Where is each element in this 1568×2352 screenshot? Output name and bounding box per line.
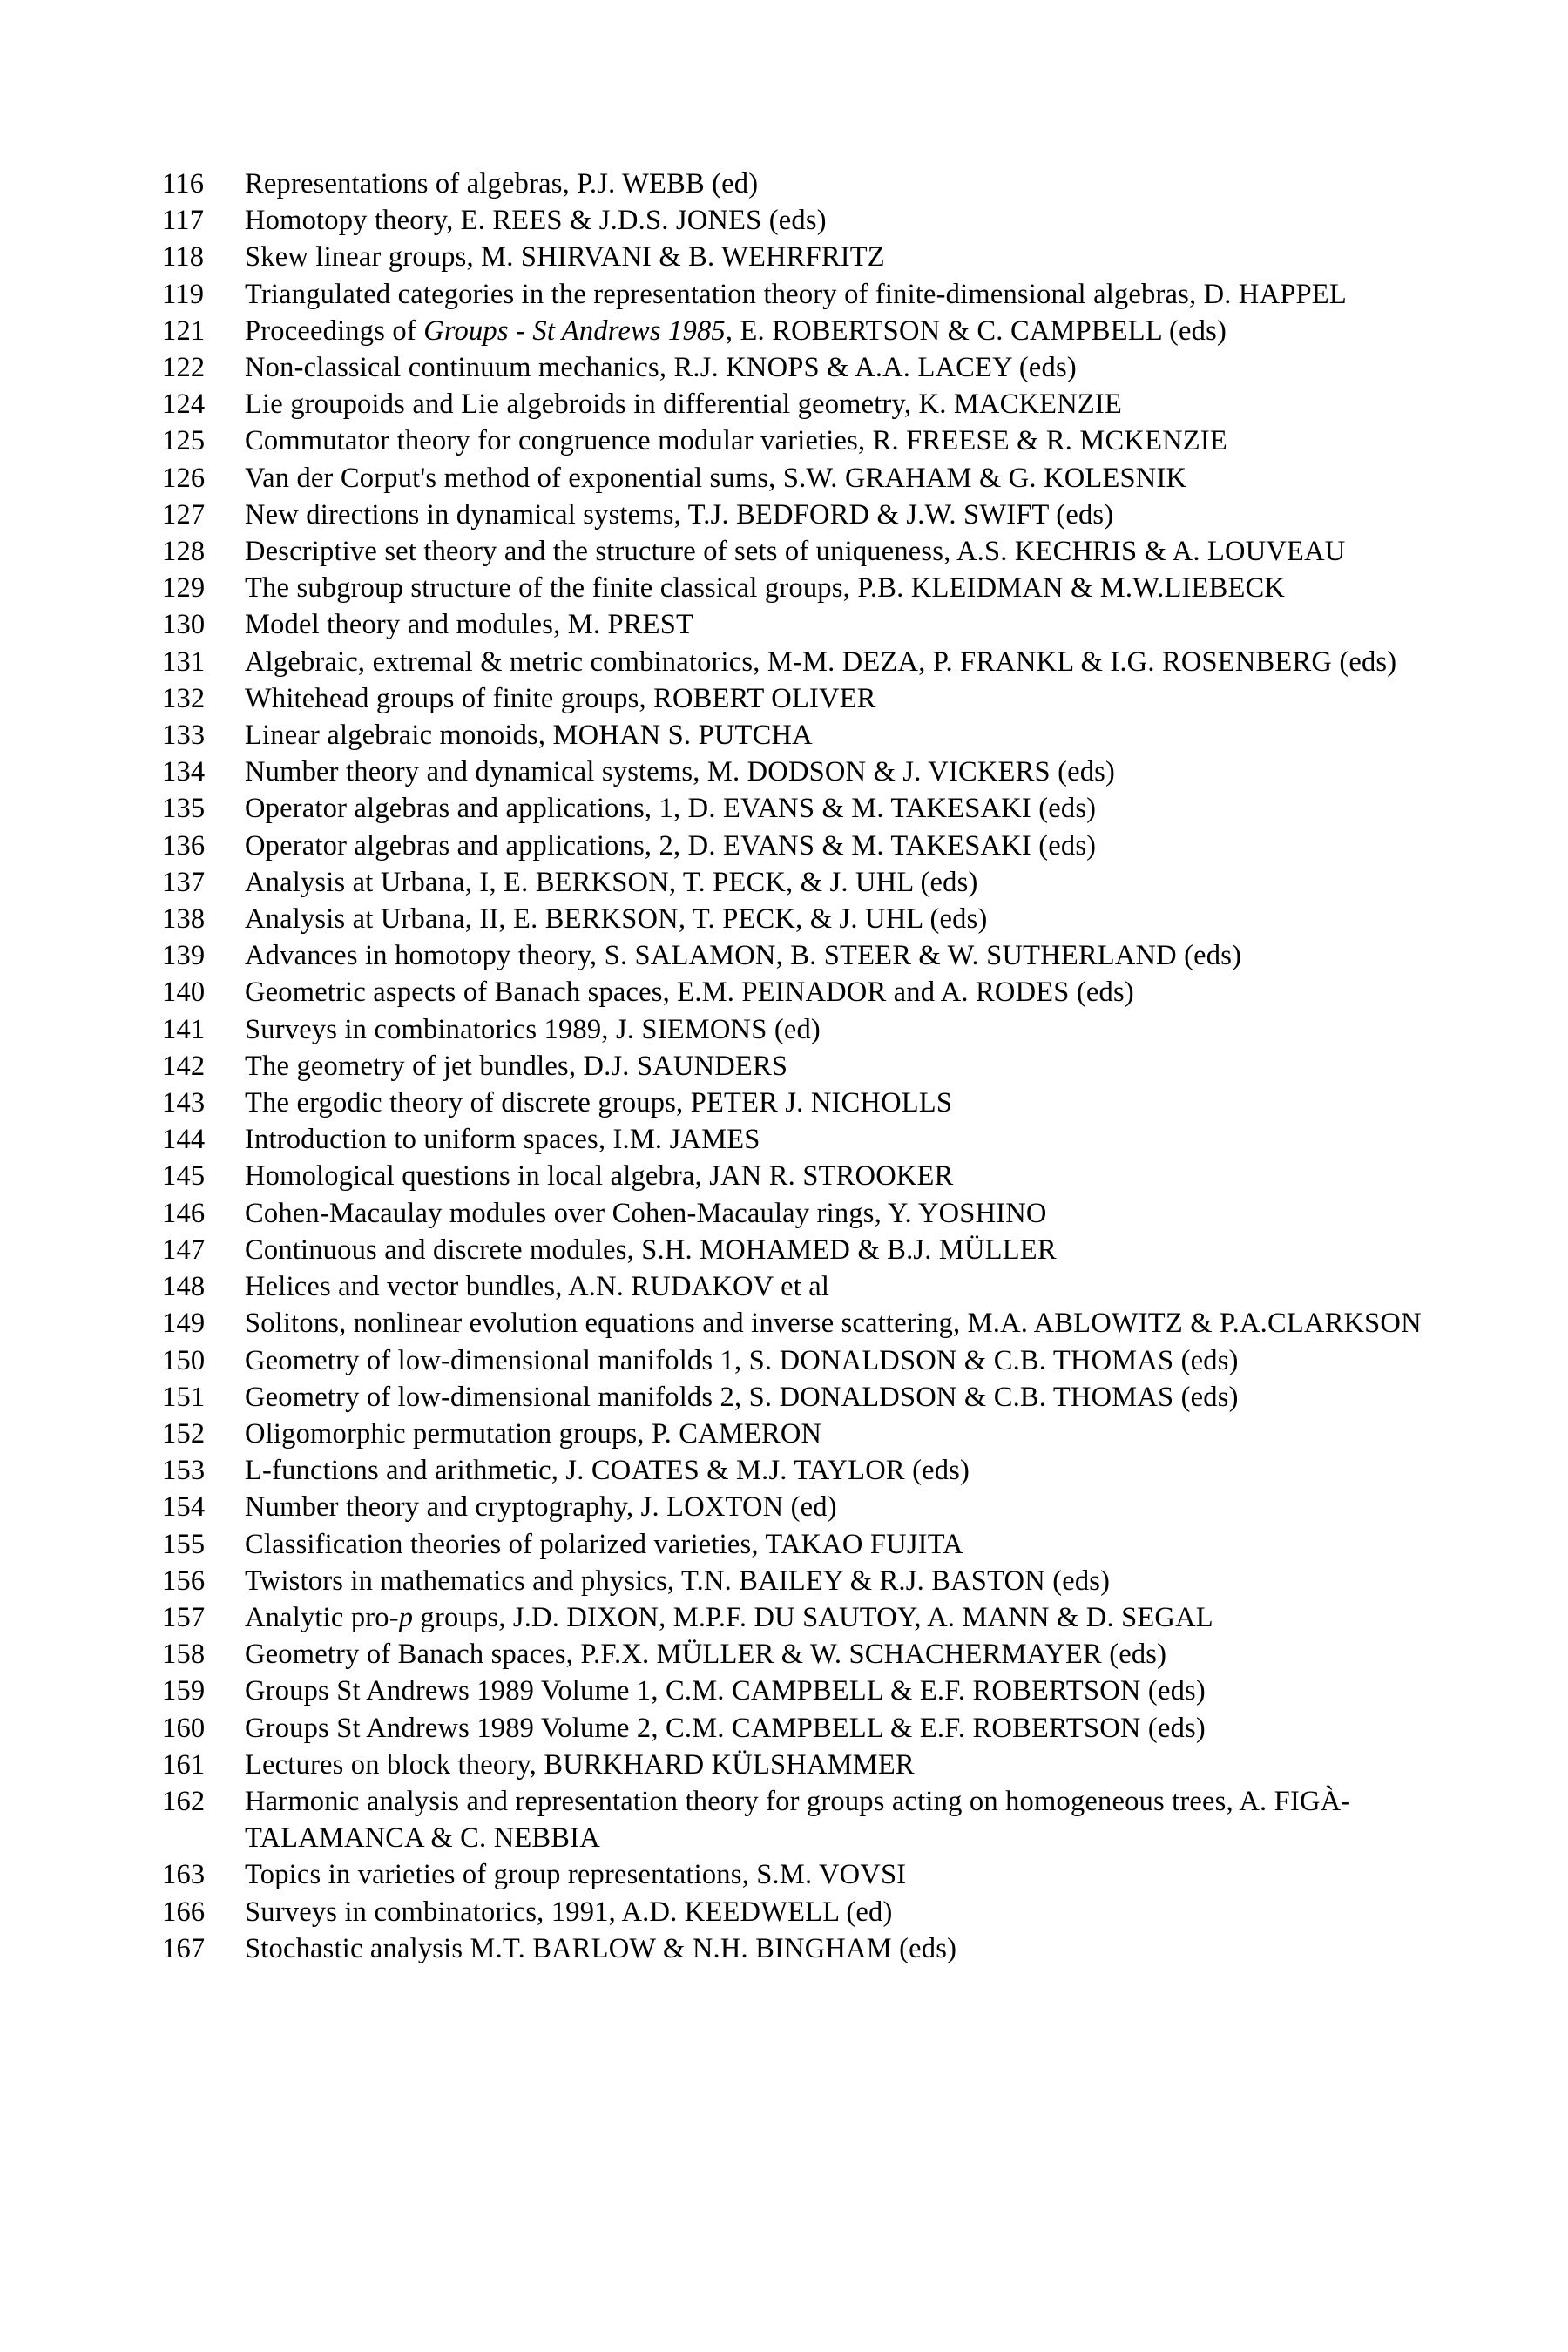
- entry-text: [245, 1048, 1425, 1085]
- entry-number: 116: [162, 168, 205, 199]
- entry-text: [245, 606, 1425, 643]
- entry-text-run: Lie groupoids and Lie algebroids in differential geometry, K. MACKENZIE: [245, 389, 1123, 421]
- entry-text: [245, 1856, 1425, 1893]
- entry-number: 156: [162, 1565, 206, 1597]
- entry-text-italic: p: [398, 1601, 414, 1633]
- entry-text-run: Helices and vector bundles, A.N. RUDAKOV et al: [245, 1271, 830, 1303]
- entry-text: [245, 276, 1425, 313]
- entry-text-run: Advances in homotopy theory, S. SALAMON, B. STEER & W. SUTHERLAND (eds): [245, 940, 1242, 972]
- entry-text-run: Analytic pro-: [245, 1601, 399, 1633]
- entry-text: [245, 1195, 1425, 1232]
- list-item: [162, 1783, 1425, 1856]
- entry-number: 141: [162, 1013, 206, 1045]
- entry-text: [245, 422, 1425, 459]
- entry-text-run: The ergodic theory of discrete groups, PETER J. NICHOLLS: [245, 1087, 953, 1119]
- list-item: [162, 1305, 1425, 1342]
- entry-number: 135: [162, 793, 206, 825]
- entry-text-run: Topics in varieties of group representations, S.M. VOVSI: [245, 1859, 907, 1891]
- entry-text-run: New directions in dynamical systems, T.J. BEDFORD & J.W. SWIFT (eds): [245, 498, 1114, 531]
- entry-text-run: Groups St Andrews 1989 Volume 1, C.M. CAMPBELL & E.F. ROBERTSON (eds): [245, 1675, 1206, 1707]
- list-item: [162, 864, 1425, 901]
- entry-text: [245, 1710, 1425, 1747]
- entry-text-run: L-functions and arithmetic, J. COATES & M.J. TAYLOR (eds): [245, 1455, 970, 1487]
- list-item: [162, 790, 1425, 827]
- entry-number: 147: [162, 1233, 206, 1266]
- entry-number: 127: [162, 498, 206, 531]
- list-item: [162, 202, 1425, 239]
- entry-text-run: Geometry of Banach spaces, P.F.X. MÜLLER & W. SCHACHERMAYER (eds): [245, 1639, 1167, 1671]
- list-item: [162, 937, 1425, 974]
- entry-text-run: Triangulated categories in the representation theory of finite-dimensional algebras, D. HAPPEL: [245, 278, 1347, 310]
- entry-number: 132: [162, 682, 206, 714]
- entry-number: 129: [162, 572, 206, 605]
- list-item: [162, 1599, 1425, 1636]
- entry-text-run: Lectures on block theory, BURKHARD KÜLSHAMMER: [245, 1748, 915, 1781]
- entry-number: 163: [162, 1859, 206, 1891]
- entry-text-run: Homological questions in local algebra, JAN R. STROOKER: [245, 1160, 954, 1193]
- list-item: [162, 974, 1425, 1010]
- list-item: [162, 1452, 1425, 1489]
- entry-text-run: Non-classical continuum mechanics, R.J. KNOPS & A.A. LACEY (eds): [245, 352, 1077, 384]
- entry-number: 124: [162, 389, 206, 421]
- entry-text-run: Introduction to uniform spaces, I.M. JAMES: [245, 1124, 760, 1156]
- entry-text: [245, 1894, 1425, 1930]
- list-item: [162, 1856, 1425, 1893]
- list-item: [162, 901, 1425, 937]
- list-item: [162, 497, 1425, 533]
- entry-text-italic: Groups - St Andrews 1985: [423, 314, 726, 347]
- list-item: [162, 1636, 1425, 1673]
- entry-number: 144: [162, 1124, 206, 1156]
- list-item: [162, 313, 1425, 349]
- list-item: [162, 1195, 1425, 1232]
- list-item: [162, 570, 1425, 606]
- entry-text: [245, 1783, 1425, 1856]
- list-item: [162, 1342, 1425, 1379]
- list-item: [162, 754, 1425, 790]
- entry-text-run: Operator algebras and applications, 1, D. EVANS & M. TAKESAKI (eds): [245, 793, 1097, 825]
- entry-number: 128: [162, 536, 206, 568]
- entry-text: [245, 1673, 1425, 1709]
- entry-text-run: Groups St Andrews 1989 Volume 2, C.M. CAMPBELL & E.F. ROBERTSON (eds): [245, 1712, 1206, 1744]
- list-item: [162, 680, 1425, 717]
- entry-text-run: Twistors in mathematics and physics, T.N. BAILEY & R.J. BASTON (eds): [245, 1565, 1111, 1597]
- entry-text-run: Operator algebras and applications, 2, D. EVANS & M. TAKESAKI (eds): [245, 829, 1097, 862]
- entry-number: 130: [162, 609, 206, 641]
- entry-number: 142: [162, 1050, 206, 1082]
- entry-text: [245, 937, 1425, 974]
- list-item: [162, 1526, 1425, 1563]
- entry-text: [245, 570, 1425, 606]
- list-item: [162, 386, 1425, 422]
- entry-text-run: Stochastic analysis M.T. BARLOW & N.H. BINGHAM (eds): [245, 1932, 957, 1964]
- entry-number: 143: [162, 1087, 206, 1119]
- entry-number: 155: [162, 1528, 206, 1560]
- list-item: [162, 1673, 1425, 1709]
- entry-number: 148: [162, 1271, 206, 1303]
- entry-text: [245, 313, 1425, 349]
- entry-text-run: Representations of algebras, P.J. WEBB (ed): [245, 168, 759, 199]
- entry-text-run: Harmonic analysis and representation theory for groups acting on homogeneous trees, A. FIGÀ-TALAMANCA & C. NEBBIA: [245, 1785, 1351, 1855]
- entry-text: [245, 1085, 1425, 1121]
- list-item: [162, 1158, 1425, 1194]
- entry-text-run: Homotopy theory, E. REES & J.D.S. JONES (eds): [245, 205, 827, 237]
- entry-text: [245, 1416, 1425, 1452]
- entry-text-run: Geometry of low-dimensional manifolds 2, S. DONALDSON & C.B. THOMAS (eds): [245, 1381, 1239, 1413]
- list-item: [162, 460, 1425, 497]
- entry-text-run: Surveys in combinatorics 1989, J. SIEMONS (ed): [245, 1013, 821, 1045]
- entry-text: [245, 1489, 1425, 1525]
- entry-text-run: The subgroup structure of the finite classical groups, P.B. KLEIDMAN & M.W.LIEBECK: [245, 572, 1286, 605]
- entry-text: [245, 1636, 1425, 1673]
- entry-number: 166: [162, 1896, 206, 1928]
- entry-text: [245, 1158, 1425, 1194]
- entry-text-run: Solitons, nonlinear evolution equations and inverse scattering, M.A. ABLOWITZ & P.A.CLARKSON: [245, 1308, 1422, 1340]
- entry-number: 118: [162, 241, 205, 274]
- entry-text-run: Model theory and modules, M. PREST: [245, 609, 694, 641]
- list-item: [162, 1085, 1425, 1121]
- list-item: [162, 1379, 1425, 1416]
- entry-number: 162: [162, 1785, 206, 1817]
- entry-number: 149: [162, 1308, 206, 1340]
- list-item: [162, 1048, 1425, 1085]
- entry-text: [245, 790, 1425, 827]
- list-item: [162, 1747, 1425, 1783]
- entry-text: [245, 1121, 1425, 1158]
- entry-text-run: Number theory and dynamical systems, M. DODSON & J. VICKERS (eds): [245, 756, 1116, 788]
- entry-text: [245, 1599, 1425, 1636]
- entry-text-run: Proceedings of: [245, 314, 424, 347]
- entry-text-run: Skew linear groups, M. SHIRVANI & B. WEHRFRITZ: [245, 241, 885, 274]
- entry-text: [245, 754, 1425, 790]
- list-item: [162, 533, 1425, 570]
- entry-number: 160: [162, 1712, 206, 1744]
- entry-number: 159: [162, 1675, 206, 1707]
- entry-text-run: , E. ROBERTSON & C. CAMPBELL (eds): [725, 314, 1227, 347]
- entry-number: 136: [162, 829, 206, 862]
- entry-text: [245, 497, 1425, 533]
- entry-number: 137: [162, 866, 206, 898]
- entry-number: 158: [162, 1639, 206, 1671]
- entry-text-run: Geometric aspects of Banach spaces, E.M. PEINADOR and A. RODES (eds): [245, 977, 1134, 1009]
- entry-number: 121: [162, 314, 206, 347]
- entry-text-run: Geometry of low-dimensional manifolds 1, S. DONALDSON & C.B. THOMAS (eds): [245, 1344, 1239, 1376]
- entry-number: 157: [162, 1601, 206, 1633]
- entry-text-run: Continuous and discrete modules, S.H. MOHAMED & B.J. MÜLLER: [245, 1233, 1057, 1266]
- entry-text-run: Cohen-Macaulay modules over Cohen-Macaulay rings, Y. YOSHINO: [245, 1197, 1047, 1229]
- entry-text-run: Analysis at Urbana, II, E. BERKSON, T. PECK, & J. UHL (eds): [245, 903, 988, 936]
- entry-text-run: Analysis at Urbana, I, E. BERKSON, T. PECK, & J. UHL (eds): [245, 866, 978, 898]
- entry-text: [245, 828, 1425, 864]
- entry-text: [245, 1526, 1425, 1563]
- entry-text: [245, 644, 1425, 680]
- list-item: [162, 276, 1425, 313]
- list-item: [162, 644, 1425, 680]
- entry-number: 122: [162, 352, 206, 384]
- entry-number: 152: [162, 1417, 206, 1450]
- list-item: [162, 1930, 1425, 1967]
- entry-text: [245, 864, 1425, 901]
- entry-text: [245, 1011, 1425, 1048]
- series-list: [162, 166, 1425, 1967]
- entry-number: 150: [162, 1344, 206, 1376]
- entry-text: [245, 533, 1425, 570]
- entry-text: [245, 974, 1425, 1010]
- entry-text-run: Oligomorphic permutation groups, P. CAMERON: [245, 1417, 822, 1450]
- entry-text: [245, 386, 1425, 422]
- entry-number: 139: [162, 940, 206, 972]
- entry-text: [245, 717, 1425, 754]
- list-item: [162, 422, 1425, 459]
- list-item: [162, 1268, 1425, 1305]
- entry-text: [245, 1930, 1425, 1967]
- entry-text-run: Surveys in combinatorics, 1991, A.D. KEEDWELL (ed): [245, 1896, 893, 1928]
- list-item: [162, 1121, 1425, 1158]
- list-item: [162, 349, 1425, 386]
- entry-text: [245, 239, 1425, 275]
- list-item: [162, 1416, 1425, 1452]
- entry-number: 167: [162, 1932, 206, 1964]
- entry-text: [245, 1747, 1425, 1783]
- entry-number: 154: [162, 1491, 206, 1524]
- entry-text: [245, 166, 1425, 202]
- list-item: [162, 1563, 1425, 1599]
- entry-text-run: Algebraic, extremal & metric combinatorics, M-M. DEZA, P. FRANKL & I.G. ROSENBERG (eds): [245, 645, 1397, 678]
- entry-text: [245, 1232, 1425, 1268]
- entry-number: 151: [162, 1381, 206, 1413]
- entry-text-run: Classification theories of polarized varieties, TAKAO FUJITA: [245, 1528, 963, 1560]
- list-item: [162, 1232, 1425, 1268]
- entry-text: [245, 1342, 1425, 1379]
- entry-text-run: Linear algebraic monoids, MOHAN S. PUTCHA: [245, 720, 813, 752]
- entry-number: 125: [162, 425, 206, 457]
- entry-number: 133: [162, 720, 206, 752]
- entry-text: [245, 1452, 1425, 1489]
- list-item: [162, 1489, 1425, 1525]
- entry-text: [245, 901, 1425, 937]
- entry-text-run: Van der Corput's method of exponential sums, S.W. GRAHAM & G. KOLESNIK: [245, 462, 1187, 494]
- entry-number: 119: [162, 278, 205, 310]
- entry-text-run: The geometry of jet bundles, D.J. SAUNDERS: [245, 1050, 788, 1082]
- list-item: [162, 606, 1425, 643]
- entry-text: [245, 1563, 1425, 1599]
- list-item: [162, 239, 1425, 275]
- entry-text: [245, 680, 1425, 717]
- entry-number: 131: [162, 645, 206, 678]
- entry-number: 134: [162, 756, 206, 788]
- list-item: [162, 1011, 1425, 1048]
- entry-number: 117: [162, 205, 205, 237]
- entry-text-run: Descriptive set theory and the structure of sets of uniqueness, A.S. KECHRIS & A. LOUVEAU: [245, 536, 1346, 568]
- entry-number: 153: [162, 1455, 206, 1487]
- entry-number: 146: [162, 1197, 206, 1229]
- entry-number: 138: [162, 903, 206, 936]
- list-item: [162, 1710, 1425, 1747]
- entry-text-run: Commutator theory for congruence modular varieties, R. FREESE & R. MCKENZIE: [245, 425, 1227, 457]
- entry-number: 161: [162, 1748, 206, 1781]
- entry-number: 126: [162, 462, 206, 494]
- list-item: [162, 828, 1425, 864]
- list-item: [162, 1894, 1425, 1930]
- entry-text: [245, 202, 1425, 239]
- entry-text-run: Whitehead groups of finite groups, ROBERT OLIVER: [245, 682, 876, 714]
- entry-text-run: Number theory and cryptography, J. LOXTON (ed): [245, 1491, 837, 1524]
- list-item: [162, 717, 1425, 754]
- entry-number: 145: [162, 1160, 206, 1193]
- entry-text: [245, 349, 1425, 386]
- entry-text-run: groups, J.D. DIXON, M.P.F. DU SAUTOY, A. MANN & D. SEGAL: [413, 1601, 1213, 1633]
- entry-text: [245, 460, 1425, 497]
- entry-number: 140: [162, 977, 206, 1009]
- entry-text: [245, 1379, 1425, 1416]
- list-item: [162, 166, 1425, 202]
- entry-text: [245, 1268, 1425, 1305]
- entry-text: [245, 1305, 1425, 1342]
